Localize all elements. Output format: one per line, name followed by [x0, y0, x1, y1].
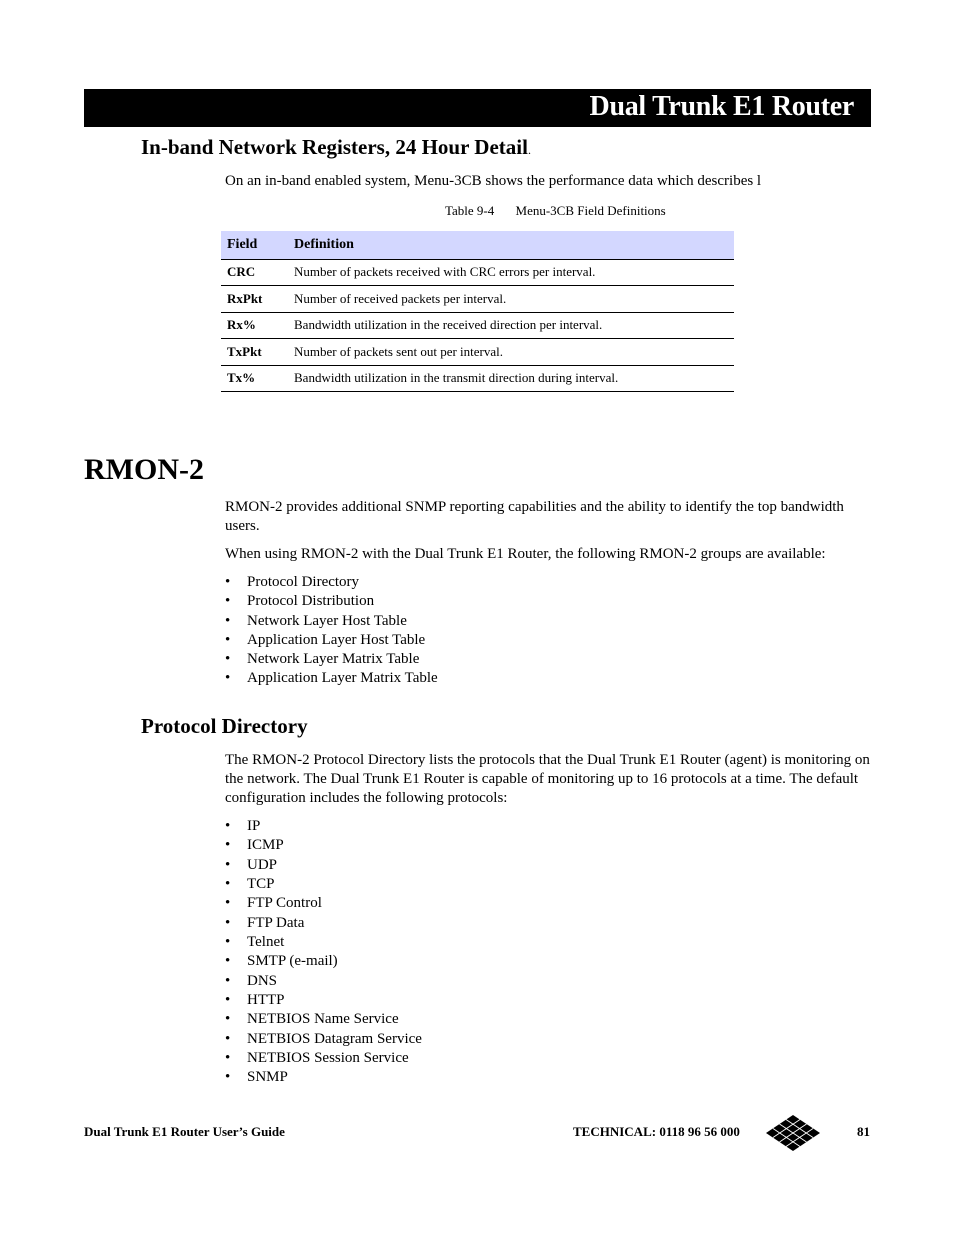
bullet-icon: • [225, 1050, 231, 1067]
list-item-text: Protocol Directory [247, 574, 360, 590]
bullet-icon: • [225, 876, 231, 893]
caption-number: Table 9-4 [445, 203, 495, 218]
field-definition-cell: Number of received packets per interval. [288, 286, 734, 313]
bullet-icon: • [225, 953, 231, 970]
list-item-text: Protocol Distribution [247, 593, 375, 610]
rmon-paragraph-2: When using RMON-2 with the Dual Trunk E1 Router, the following RMON-2 groups are available: [225, 546, 826, 562]
header-bar [84, 89, 871, 127]
bullet-icon: • [225, 837, 231, 854]
bullet-icon: • [225, 593, 231, 610]
field-definition-cell: Bandwidth utilization in the received direction per interval. [288, 312, 734, 339]
list-item-text: NETBIOS Datagram Service [247, 1030, 422, 1047]
bullet-icon: • [225, 651, 231, 668]
table-row [221, 365, 734, 392]
list-item-text: FTP Control [247, 895, 322, 912]
table-row [221, 339, 734, 366]
list-item-text: ICMP [247, 837, 284, 854]
footer-guide-title: Dual Trunk E1 Router User’s Guide [84, 1124, 285, 1139]
protocol-item [225, 817, 422, 836]
list-item-text: IP [247, 818, 261, 834]
protocol-item [225, 952, 422, 971]
protocols-list [225, 817, 422, 1088]
bullet-icon: • [225, 972, 231, 989]
footer-technical-phone: TECHNICAL: 0118 96 56 000 [573, 1124, 740, 1139]
bullet-icon: • [225, 895, 231, 912]
field-definition-cell: Number of packets sent out per interval. [288, 339, 734, 366]
field-name-cell: TxPkt [221, 339, 288, 366]
table-caption [445, 203, 666, 219]
protocol-item [225, 1030, 422, 1049]
caption-title: Menu-3CB Field Definitions [515, 203, 666, 218]
bullet-icon: • [225, 818, 231, 834]
bullet-icon: • [225, 1030, 231, 1047]
table-header-row [221, 231, 734, 259]
column-header-field: Field [221, 231, 288, 259]
protocol-item [225, 991, 422, 1010]
inband-heading: In-band Network Registers, 24 Hour Detail. [141, 135, 531, 159]
protocol-item [225, 875, 422, 894]
rmon-group-item [225, 612, 438, 631]
column-header-definition: Definition [288, 231, 734, 259]
protocol-item [225, 972, 422, 991]
protocol-directory-paragraph: The RMON-2 Protocol Directory lists the protocols that the Dual Trunk E1 Router (agent) is monitoring on the network. The Dual Trunk E1 Router is capable of monitoring up to 16 protocols at a time. The default configuration includes the following protocols: [225, 752, 870, 806]
document-title: Dual Trunk E1 Router [589, 91, 854, 122]
field-definition-cell: Bandwidth utilization in the transmit direction during interval. [288, 365, 734, 392]
list-item-text: Application Layer Matrix Table [247, 670, 438, 687]
field-definitions-table [221, 231, 734, 392]
table-row [221, 312, 734, 339]
black-box-logo-icon [765, 1114, 821, 1152]
protocol-directory-heading: Protocol Directory [141, 714, 308, 738]
rmon-group-item [225, 669, 438, 688]
bullet-icon: • [225, 914, 231, 931]
footer-page-number: 81 [857, 1124, 870, 1139]
protocol-item [225, 914, 422, 933]
table-row [221, 259, 734, 286]
protocol-item [225, 1068, 422, 1087]
list-item-text: Network Layer Host Table [247, 612, 407, 629]
list-item-text: HTTP [247, 992, 285, 1009]
list-item-text: UDP [247, 856, 278, 873]
protocol-item [225, 836, 422, 855]
table-row [221, 286, 734, 313]
rmon-heading: RMON-2 [84, 453, 204, 486]
inband-intro: On an in-band enabled system, Menu-3CB shows the performance data which describes l [225, 173, 762, 189]
bullet-icon: • [225, 670, 231, 687]
field-definition-cell: Number of packets received with CRC errors per interval. [288, 259, 734, 286]
bullet-icon: • [225, 612, 231, 629]
field-name-cell: Rx% [221, 312, 288, 339]
bullet-icon: • [225, 856, 231, 873]
protocol-item [225, 894, 422, 913]
rmon-paragraph-1: RMON-2 provides additional SNMP reporting capabilities and the ability to identify the top bandwidth users. [225, 499, 844, 534]
bullet-icon: • [225, 631, 231, 648]
protocol-item [225, 933, 422, 952]
list-item-text: NETBIOS Name Service [247, 1011, 399, 1028]
rmon-group-item [225, 592, 438, 611]
bullet-icon: • [225, 992, 231, 1009]
rmon-group-item [225, 650, 438, 669]
protocol-item [225, 856, 422, 875]
protocol-item [225, 1049, 422, 1068]
list-item-text: FTP Data [247, 914, 305, 931]
bullet-icon: • [225, 934, 231, 951]
list-item-text: NETBIOS Session Service [247, 1050, 409, 1067]
field-name-cell: RxPkt [221, 286, 288, 313]
rmon-group-item [225, 631, 438, 650]
rmon-groups-list [225, 573, 438, 689]
list-item-text: Network Layer Matrix Table [247, 651, 420, 668]
list-item-text: Telnet [247, 934, 285, 951]
bullet-icon: • [225, 1011, 231, 1028]
field-name-cell: Tx% [221, 365, 288, 392]
list-item-text: SNMP [247, 1069, 288, 1086]
rmon-group-item [225, 573, 438, 592]
bullet-icon: • [225, 574, 231, 590]
field-name-cell: CRC [221, 259, 288, 286]
bullet-icon: • [225, 1069, 231, 1086]
list-item-text: DNS [247, 972, 278, 989]
list-item-text: SMTP (e-mail) [247, 953, 338, 970]
list-item-text: TCP [247, 876, 275, 893]
list-item-text: Application Layer Host Table [247, 631, 426, 648]
protocol-item [225, 1010, 422, 1029]
